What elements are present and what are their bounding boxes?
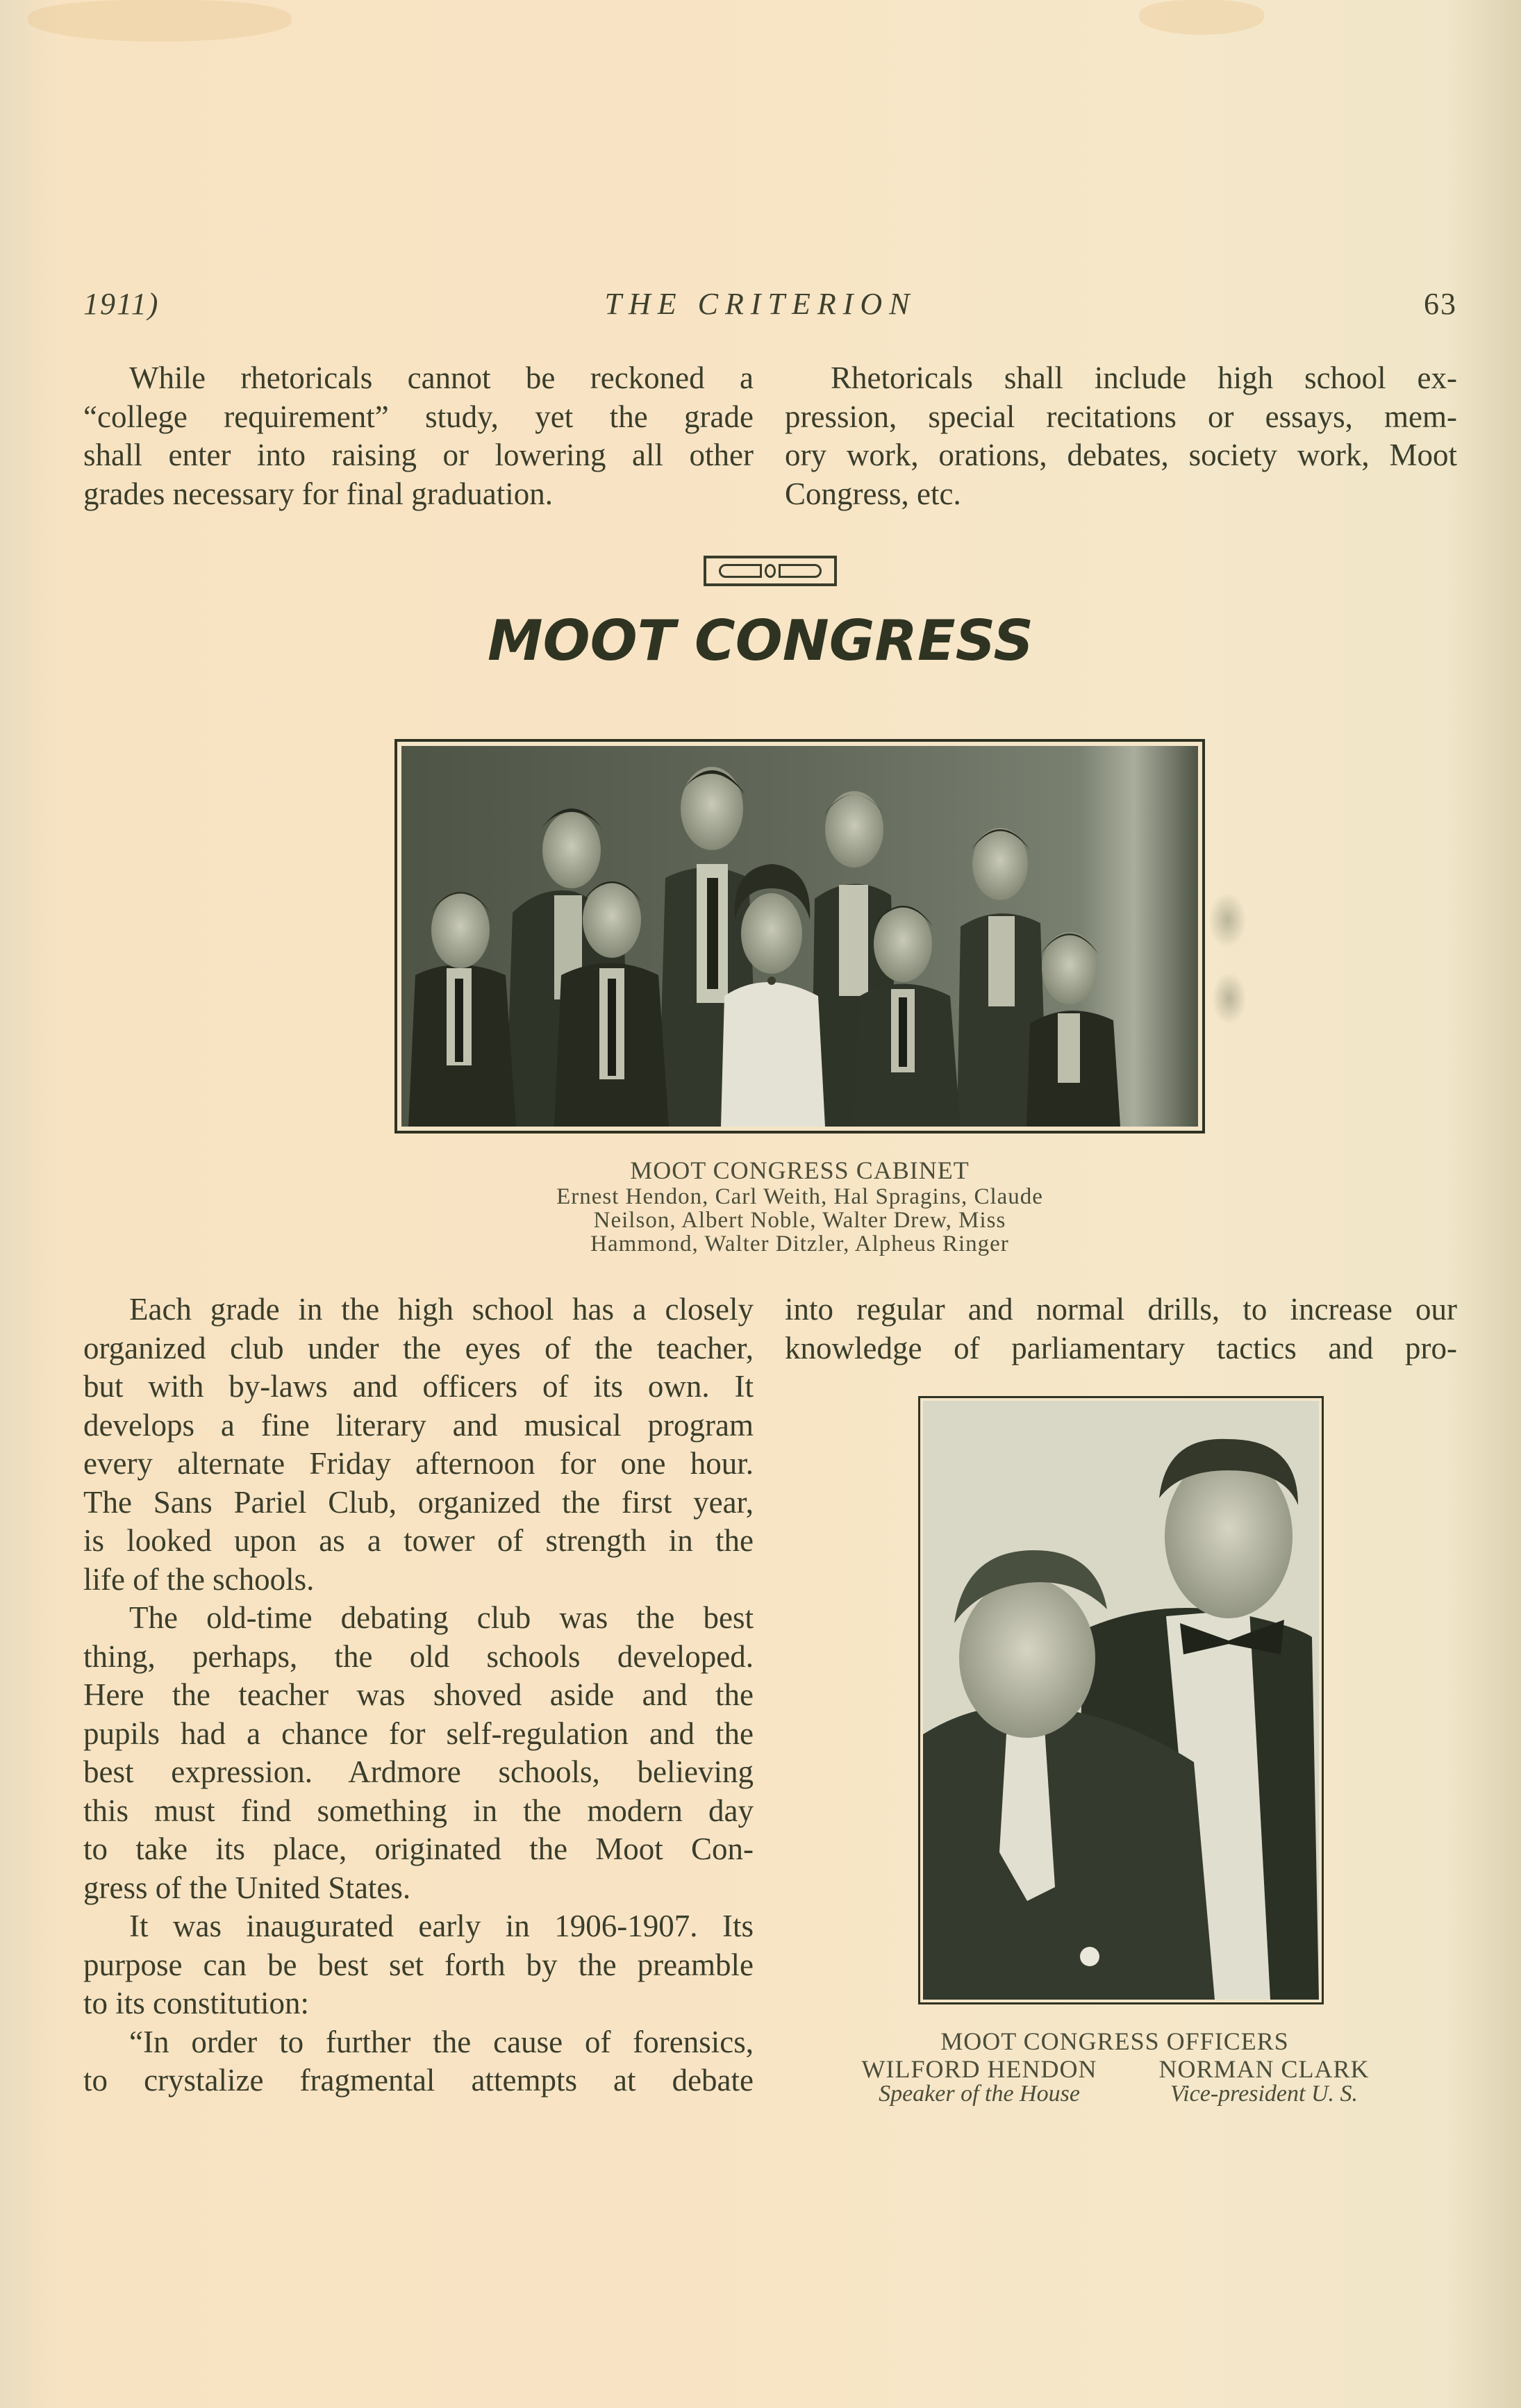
text-line: pupils had a chance for self-regulation and the [83, 1716, 754, 1751]
text-line: is looked upon as a tower of strength in the [83, 1523, 754, 1558]
text-line: gress of the United States. [83, 1870, 411, 1905]
officers-photo-caption [833, 2027, 1396, 2106]
text-line: this must find something in the modern day [83, 1793, 754, 1828]
officer-role: Vice-president U. S. [1170, 2081, 1358, 2107]
text-line: but with by-laws and officers of its own. It [83, 1369, 754, 1404]
caption-names-line: Neilson, Albert Noble, Walter Drew, Miss [593, 1208, 1006, 1233]
text-line: to its constitution: [83, 1986, 310, 2020]
paragraph [83, 2023, 754, 2100]
ink-smudge [1208, 892, 1247, 948]
caption-title: MOOT CONGRESS CABINET [630, 1156, 970, 1184]
section-title: MOOT CONGRESS [487, 608, 1033, 673]
officers-photo [918, 1396, 1324, 2004]
paragraph [83, 1599, 754, 1907]
officer-name: NORMAN CLARK [1158, 2055, 1370, 2083]
top-left-paragraph [83, 359, 754, 513]
text-line: Rhetoricals shall include high school ex- [831, 360, 1457, 395]
text-line: purpose can be best set forth by the preamble [83, 1947, 754, 1982]
officers-names-row [833, 2056, 1396, 2106]
caption-title: MOOT CONGRESS OFFICERS [940, 2027, 1289, 2055]
caption-names-line: Ernest Hendon, Carl Weith, Hal Spragins, Claude [556, 1184, 1043, 1209]
left-column-text [83, 1290, 754, 2100]
text-line: thing, perhaps, the old schools developed. [83, 1638, 754, 1674]
paper-stain [28, 0, 292, 42]
officers-photo-image [923, 1401, 1319, 2000]
text-line: develops a fine literary and musical program [83, 1407, 754, 1443]
paragraph [83, 1907, 754, 2023]
page-number: 63 [1424, 287, 1457, 321]
text-line: Here the teacher was shoved aside and the [83, 1677, 754, 1712]
officer-name: WILFORD HENDON [861, 2055, 1097, 2083]
text-line: “In order to further the cause of forensics, [129, 2024, 754, 2059]
text-line: It was inaugurated early in 1906-1907. Its [129, 1909, 754, 1943]
text-line: The old-time debating club was the best [129, 1600, 754, 1635]
text-line: “college requirement” study, yet the grade [83, 399, 754, 434]
text-line: grades necessary for final graduation. [83, 476, 553, 511]
caption-names-line: Hammond, Walter Ditzler, Alpheus Ringer [590, 1231, 1009, 1256]
text-line: life of the schools. [83, 1561, 315, 1597]
running-header-title: THE CRITERION [604, 287, 917, 321]
right-column-text [785, 1290, 1457, 1368]
text-line: to crystalize fragmental attempts at debate [83, 2063, 754, 2098]
ornament-right-bar [779, 564, 822, 578]
group-portrait-illustration [401, 746, 1198, 1127]
text-line: organized club under the eyes of the teacher, [83, 1330, 754, 1365]
text-line: ory work, orations, debates, society work, Moot [785, 438, 1457, 472]
ink-smudge [1212, 972, 1247, 1024]
text-line: pression, special recitations or essays, mem- [785, 399, 1457, 434]
ornament-center-oval [765, 564, 776, 578]
text-line: Each grade in the high school has a closely [129, 1292, 754, 1327]
text-line: every alternate Friday afternoon for one hour. [83, 1446, 754, 1481]
officers-portrait-illustration [923, 1401, 1319, 2000]
text-line: While rhetoricals cannot be reckoned a [129, 360, 754, 395]
text-line: The Sans Pariel Club, organized the first year, [83, 1484, 754, 1520]
ornament-divider-icon [704, 556, 837, 586]
top-right-paragraph [785, 359, 1457, 513]
paper-stain [1139, 0, 1264, 35]
text-line: Congress, etc. [785, 476, 961, 511]
paragraph [83, 1290, 754, 1599]
text-line: into regular and normal drills, to increase our [785, 1292, 1457, 1327]
cabinet-photo-image [401, 746, 1198, 1127]
running-header-year: 1911) [83, 287, 160, 321]
officer-role: Speaker of the House [879, 2081, 1080, 2107]
cabinet-group-photo [394, 739, 1205, 1134]
officer-entry [1132, 2056, 1396, 2106]
text-line: best expression. Ardmore schools, believing [83, 1754, 754, 1789]
text-line: knowledge of parliamentary tactics and pro- [785, 1330, 1457, 1365]
figure-front-woman [721, 864, 825, 1127]
ornament-left-bar [719, 564, 762, 578]
cabinet-photo-caption [394, 1156, 1205, 1256]
officer-entry [844, 2056, 1115, 2106]
text-line: shall enter into raising or lowering all other [83, 438, 754, 472]
text-line: to take its place, originated the Moot Con- [83, 1832, 754, 1866]
